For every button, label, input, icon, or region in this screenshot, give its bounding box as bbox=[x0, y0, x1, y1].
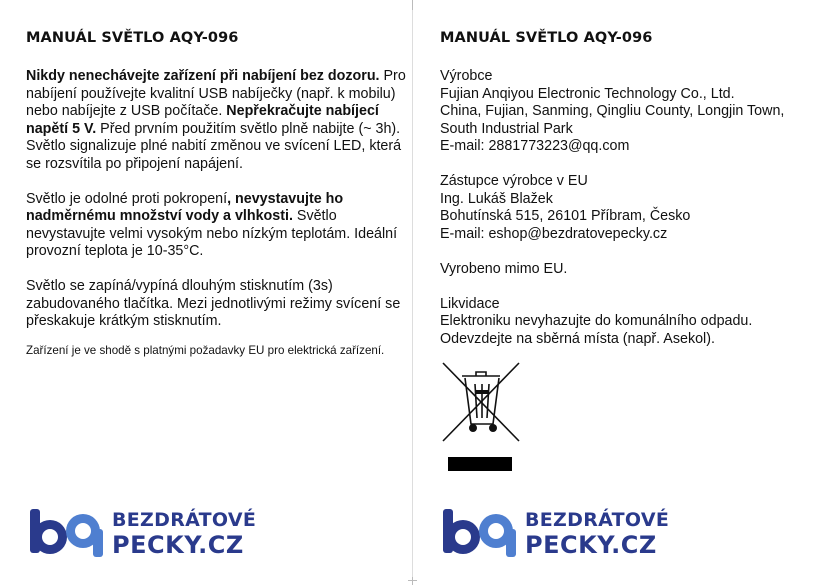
weee-black-bar bbox=[448, 457, 512, 471]
logo-word-2: PECKY.CZ bbox=[525, 531, 657, 559]
eu-rep-name: Ing. Lukáš Blažek bbox=[440, 190, 553, 207]
temperature-text: Světlo nevystavujte velmi vysokým nebo nízkým teplotám. Ideální provozní teplota je 10-35°C. bbox=[26, 208, 398, 259]
manufacturer-address-2: South Industrial Park bbox=[440, 120, 573, 137]
charging-text-2: Před prvním použitím světlo plně nabijte (~ 3h). Světlo signalizuje plné nabití změnou ve svícení LED, která se rozsvítila po připojení napájení. bbox=[26, 120, 402, 172]
eu-rep-address: Bohutínská 515, 26101 Příbram, Česko bbox=[440, 208, 691, 224]
logo-word-1: BEZDRÁTOVÉ bbox=[112, 509, 257, 531]
left-page-body bbox=[26, 68, 406, 376]
right-page bbox=[413, 0, 826, 585]
manufacturer-email: E-mail: 2881773223@qq.com bbox=[440, 138, 630, 154]
origin-block bbox=[440, 261, 820, 279]
eu-representative-block bbox=[440, 173, 820, 243]
logo-word-2: PECKY.CZ bbox=[112, 531, 244, 559]
right-page-title: MANUÁL SVĚTLO AQY-096 bbox=[440, 30, 653, 46]
disposal-line-1: Elektroniku nevyhazujte do komunálního odpadu. bbox=[440, 313, 753, 329]
charging-warning-bold: Nikdy nenechávejte zařízení při nabíjení bez dozoru. bbox=[26, 68, 380, 84]
eu-rep-heading: Zástupce výrobce v EU bbox=[440, 173, 588, 189]
operation-paragraph: Světlo se zapíná/vypíná dlouhým stisknutím (3s) zabudovaného tlačítka. Mezi jednotlivými režimy svícení se přeskakuje krátkým stisknutím. bbox=[26, 278, 401, 329]
water-text-1: Světlo je odolné proti pokropení bbox=[26, 190, 228, 207]
brand-logo-right bbox=[441, 507, 670, 562]
charging-text-1: Pro nabíjení používejte kvalitní USB nabíječky (např. k mobilu) nebo nabíjejte z USB počítače. bbox=[26, 68, 406, 119]
manufacturer-name: Fujian Anqiyou Electronic Technology Co., Ltd. bbox=[440, 85, 735, 102]
charging-paragraph bbox=[26, 68, 406, 173]
voltage-warning-bold: Nepřekračujte nabíjecí napětí 5 V. bbox=[26, 103, 379, 137]
right-page-body bbox=[440, 68, 820, 366]
water-paragraph bbox=[26, 191, 406, 261]
eu-rep-email: E-mail: eshop@bezdratovepecky.cz bbox=[440, 225, 668, 242]
manufacturer-heading: Výrobce bbox=[440, 68, 493, 84]
conformity-note: Zařízení je ve shodě s platnými požadavky EU pro elektrická zařízení. bbox=[26, 344, 385, 357]
disposal-block bbox=[440, 296, 820, 349]
manufacturer-address-1: China, Fujian, Sanming, Qingliu County, Longjin Town, bbox=[440, 103, 785, 119]
left-page-title: MANUÁL SVĚTLO AQY-096 bbox=[26, 30, 239, 46]
disposal-heading: Likvidace bbox=[440, 295, 500, 312]
brand-logo bbox=[28, 507, 257, 562]
water-warning-bold: , nevystavujte ho nadměrnému množství vody a vlhkosti. bbox=[26, 190, 344, 224]
bp-logo-icon bbox=[28, 507, 108, 559]
logo-word-1: BEZDRÁTOVÉ bbox=[525, 509, 670, 531]
manufacturer-block bbox=[440, 68, 820, 156]
bp-logo-icon bbox=[441, 507, 521, 559]
disposal-line-2: Odevzdejte na sběrná místa (např. Asekol). bbox=[440, 330, 715, 347]
weee-crossed-bin-icon bbox=[440, 360, 522, 444]
origin-text: Vyrobeno mimo EU. bbox=[440, 260, 568, 277]
